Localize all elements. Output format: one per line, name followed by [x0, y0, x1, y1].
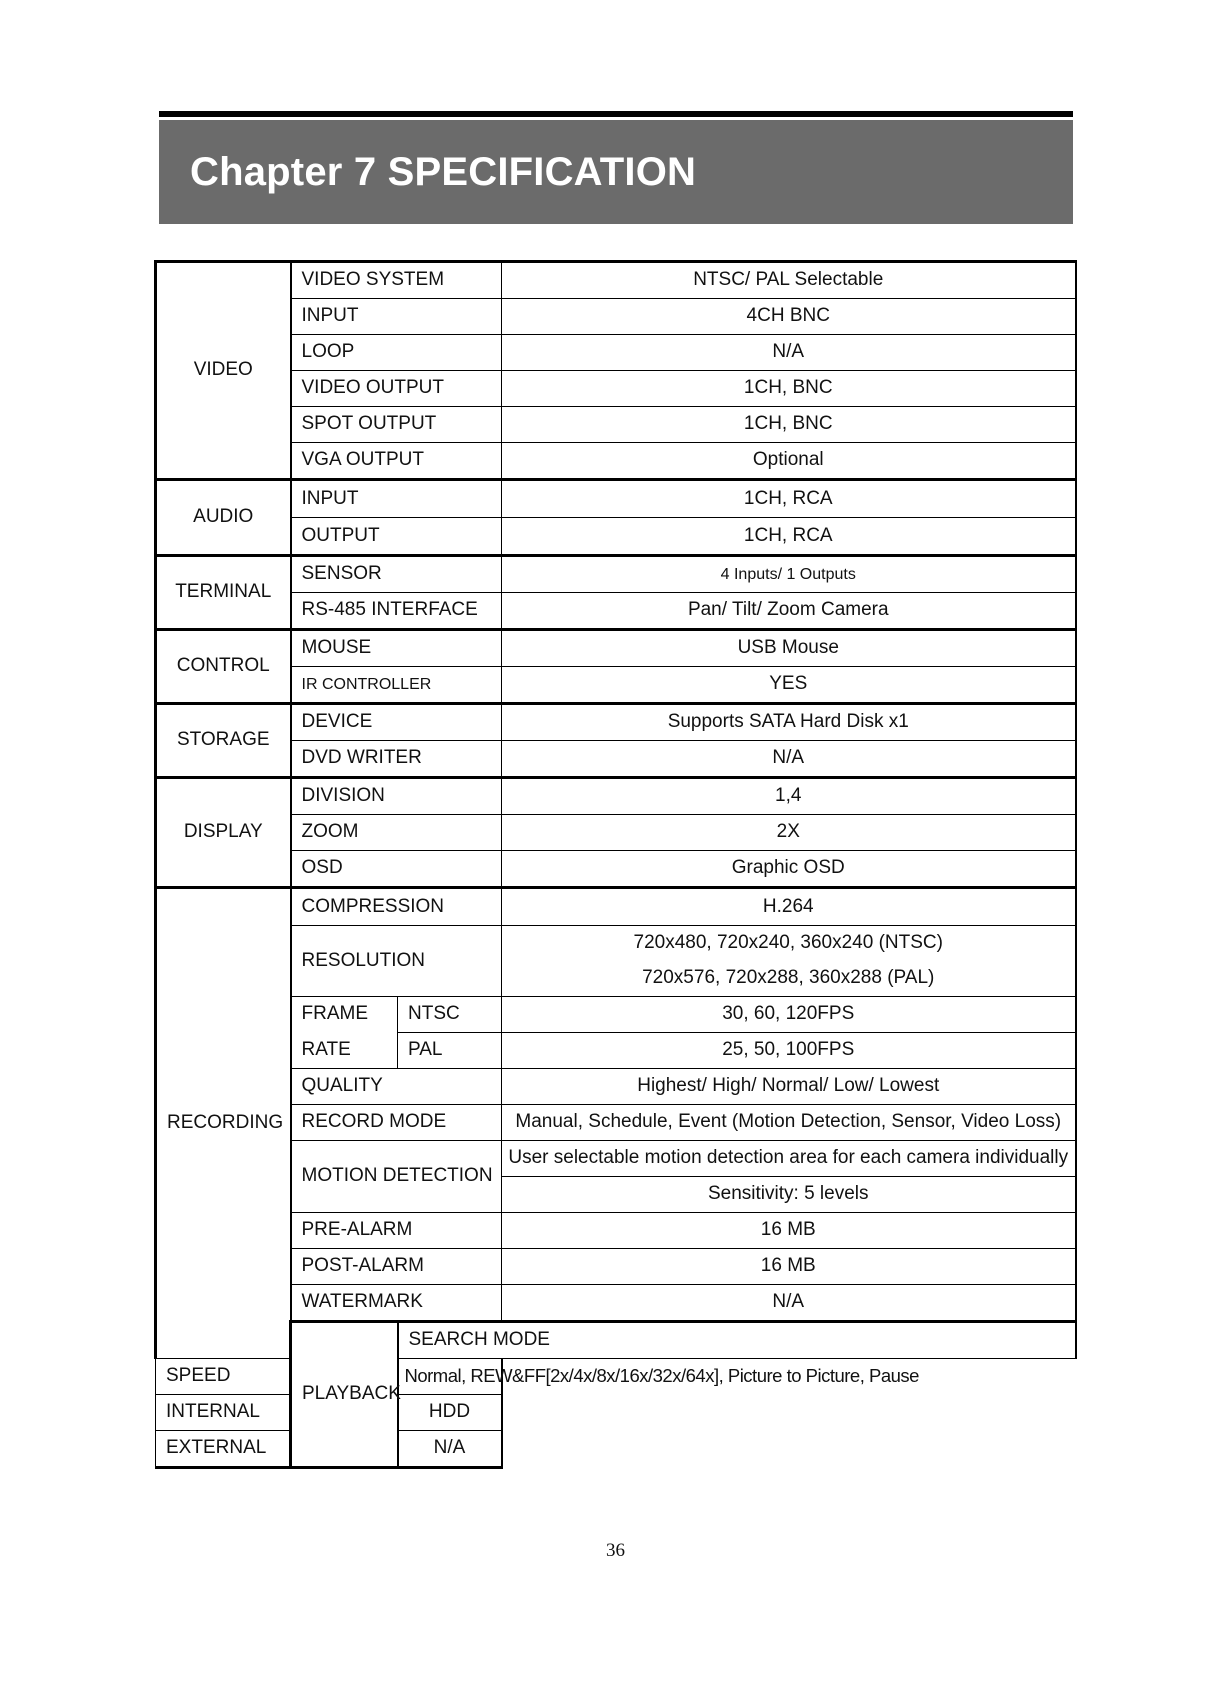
table-row	[156, 1431, 1076, 1468]
spec-value: Pan/ Tilt/ Zoom Camera	[502, 593, 1076, 630]
category-playback: PLAYBACK	[291, 1322, 398, 1468]
spec-value: 16 MB	[502, 1249, 1076, 1285]
spec-value: Normal, REW&FF[2x/4x/8x/16x/32x/64x], Picture to Picture, Pause	[398, 1359, 502, 1395]
table-row	[156, 1141, 1076, 1177]
spec-value: Graphic OSD	[502, 851, 1076, 888]
spec-item: ZOOM	[291, 815, 502, 851]
spec-item: OUTPUT	[291, 518, 502, 556]
table-row	[156, 556, 1076, 593]
spec-item: MOTION DETECTION	[291, 1141, 502, 1213]
spec-value: 1CH, RCA	[502, 518, 1076, 556]
spec-item: IR CONTROLLER	[291, 667, 502, 704]
spec-item: OSD	[291, 851, 502, 888]
spec-item: RATE	[291, 1033, 398, 1069]
table-row	[156, 443, 1076, 480]
table-row	[156, 888, 1076, 926]
spec-item: DVD WRITER	[291, 741, 502, 778]
spec-item: RS-485 INTERFACE	[291, 593, 502, 630]
table-row	[156, 1285, 1076, 1322]
spec-item: INPUT	[291, 480, 502, 518]
spec-item: SENSOR	[291, 556, 502, 593]
spec-item: FRAME	[291, 997, 398, 1033]
spec-item: EXTERNAL	[156, 1431, 398, 1468]
category-storage: STORAGE	[156, 704, 291, 778]
category-display: DISPLAY	[156, 778, 291, 888]
spec-item: DEVICE	[291, 704, 502, 741]
spec-value: 16 MB	[502, 1213, 1076, 1249]
spec-value: 30, 60, 120FPS	[502, 997, 1076, 1033]
spec-value: N/A	[502, 335, 1076, 371]
spec-item: POST-ALARM	[291, 1249, 502, 1285]
spec-value: H.264	[502, 888, 1076, 926]
category-recording: RECORDING	[156, 888, 291, 1359]
specification-table	[154, 260, 1077, 1469]
spec-item: INTERNAL	[156, 1395, 398, 1431]
table-row	[156, 851, 1076, 888]
page-number: 36	[606, 1540, 625, 1561]
spec-item: VIDEO SYSTEM	[291, 262, 502, 299]
spec-value: N/A	[502, 741, 1076, 778]
table-row	[156, 1359, 1076, 1395]
spec-value: N/A	[398, 1431, 502, 1468]
table-row	[156, 593, 1076, 630]
spec-item: VIDEO OUTPUT	[291, 371, 502, 407]
spec-value: User selectable motion detection area for each camera individually	[502, 1141, 1076, 1177]
spec-item: DIVISION	[291, 778, 502, 815]
table-row	[156, 1033, 1076, 1069]
spec-value: YES	[502, 667, 1076, 704]
spec-item: SPOT OUTPUT	[291, 407, 502, 443]
spec-item: VGA OUTPUT	[291, 443, 502, 480]
spec-value: NTSC/ PAL Selectable	[502, 262, 1076, 299]
spec-item: COMPRESSION	[291, 888, 502, 926]
table-row	[156, 926, 1076, 962]
table-row	[156, 518, 1076, 556]
spec-value: 4 Inputs/ 1 Outputs	[502, 556, 1076, 593]
category-audio: AUDIO	[156, 480, 291, 556]
table-row	[156, 1213, 1076, 1249]
spec-value: 4CH BNC	[502, 299, 1076, 335]
table-row	[156, 1249, 1076, 1285]
spec-value: 720x576, 720x288, 360x288 (PAL)	[502, 961, 1076, 997]
table-row	[156, 335, 1076, 371]
table-row	[156, 815, 1076, 851]
table-row	[156, 667, 1076, 704]
table-row	[156, 1069, 1076, 1105]
table-row	[156, 704, 1076, 741]
spec-value: 1,4	[502, 778, 1076, 815]
spec-item: QUALITY	[291, 1069, 502, 1105]
spec-value: Sensitivity: 5 levels	[502, 1177, 1076, 1213]
spec-item: MOUSE	[291, 630, 502, 667]
spec-value: HDD	[398, 1395, 502, 1431]
spec-value: Optional	[502, 443, 1076, 480]
spec-value: 1CH, RCA	[502, 480, 1076, 518]
table-row	[156, 1322, 1076, 1359]
spec-subitem: PAL	[398, 1033, 502, 1069]
spec-item: WATERMARK	[291, 1285, 502, 1322]
table-row	[156, 741, 1076, 778]
category-terminal: TERMINAL	[156, 556, 291, 630]
table-row	[156, 480, 1076, 518]
chapter-header	[159, 120, 1073, 224]
spec-value: Highest/ High/ Normal/ Low/ Lowest	[502, 1069, 1076, 1105]
spec-item: SEARCH MODE	[398, 1322, 1076, 1359]
spec-item: PRE-ALARM	[291, 1213, 502, 1249]
table-row	[156, 1105, 1076, 1141]
spec-value: Supports SATA Hard Disk x1	[502, 704, 1076, 741]
spec-value: 1CH, BNC	[502, 371, 1076, 407]
category-video: VIDEO	[156, 262, 291, 480]
table-row	[156, 299, 1076, 335]
spec-item: LOOP	[291, 335, 502, 371]
header-top-rule	[159, 111, 1073, 117]
category-control: CONTROL	[156, 630, 291, 704]
table-row	[156, 778, 1076, 815]
spec-value: 720x480, 720x240, 360x240 (NTSC)	[502, 926, 1076, 962]
table-row	[156, 630, 1076, 667]
table-row	[156, 997, 1076, 1033]
table-row	[156, 1395, 1076, 1431]
spec-subitem: NTSC	[398, 997, 502, 1033]
chapter-title: Chapter 7 SPECIFICATION	[190, 149, 697, 194]
spec-value: Manual, Schedule, Event (Motion Detection, Sensor, Video Loss)	[502, 1105, 1076, 1141]
spec-value: 2X	[502, 815, 1076, 851]
spec-item: RESOLUTION	[291, 926, 502, 997]
spec-item: SPEED	[156, 1359, 398, 1395]
spec-item: RECORD MODE	[291, 1105, 502, 1141]
spec-item: INPUT	[291, 299, 502, 335]
table-row	[156, 371, 1076, 407]
table-row	[156, 262, 1076, 299]
spec-value: N/A	[502, 1285, 1076, 1322]
spec-value: 1CH, BNC	[502, 407, 1076, 443]
table-row	[156, 407, 1076, 443]
spec-value: 25, 50, 100FPS	[502, 1033, 1076, 1069]
spec-value: USB Mouse	[502, 630, 1076, 667]
